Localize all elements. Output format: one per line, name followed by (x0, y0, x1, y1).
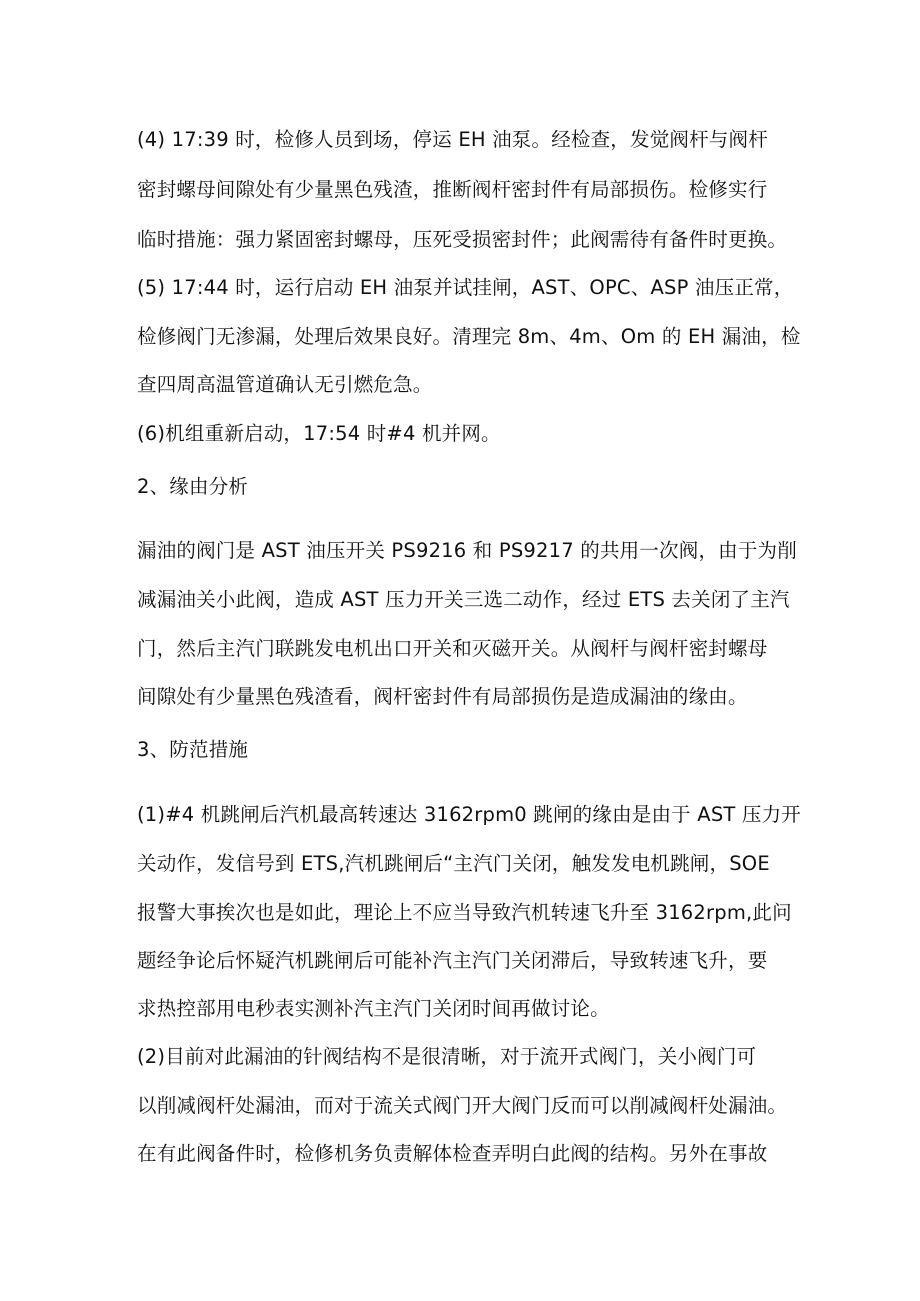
section-heading-preventive-measures: 3、防范措施 (137, 738, 249, 761)
measure-1-line-1: (1)#4 机跳闸后汽机最高转速达 3162rpm0 跳闸的缘由是由于 AST 压力开 (137, 803, 802, 826)
paragraph-4-line-3: 临时措施：强力紧固密封螺母，压死受损密封件；此阀需待有备件时更换。 (137, 228, 788, 251)
paragraph-5-line-3: 查四周高温管道确认无引燃危急。 (137, 373, 433, 396)
cause-analysis-line-2: 减漏油关小此阀，造成 AST 压力开关三选二动作，经过 ETS 去关闭了主汽 (137, 588, 790, 611)
measure-2-line-3: 在有此阀备件时，检修机务负责解体检查弄明白此阀的结构。另外在事故 (137, 1142, 768, 1165)
cause-analysis-line-4: 间隙处有少量黑色残渣看，阀杆密封件有局部损伤是造成漏油的缘由。 (137, 685, 748, 708)
paragraph-4-line-2: 密封螺母间隙处有少量黑色残渣，推断阀杆密封件有局部损伤。检修实行 (137, 178, 768, 201)
section-heading-cause-analysis: 2、缘由分析 (137, 475, 249, 498)
cause-analysis-line-3: 门，然后主汽门联跳发电机出口开关和灭磁开关。从阀杆与阀杆密封螺母 (137, 637, 768, 660)
paragraph-5-line-1: (5) 17:44 时，运行启动 EH 油泵并试挂闸，AST、OPC、ASP 油压正常， (137, 276, 794, 299)
measure-1-line-5: 求热控部用电秒表实测补汽主汽门关闭时间再做讨论。 (137, 997, 610, 1020)
measure-2-line-2: 以削减阀杆处漏油，而对于流关式阀门开大阀门反而可以削减阀杆处漏油。 (137, 1094, 788, 1117)
measure-2-line-1: (2)目前对此漏油的针阀结构不是很清晰，对于流开式阀门，关小阀门可 (137, 1045, 757, 1068)
measure-1-line-2: 关动作，发信号到 ETS,汽机跳闸后“主汽门关闭，触发发电机跳闸，SOE (137, 852, 770, 875)
cause-analysis-line-1: 漏油的阀门是 AST 油压开关 PS9216 和 PS9217 的共用一次阀，由于为削 (137, 539, 797, 562)
paragraph-5-line-2: 检修阀门无渗漏，处理后效果良好。清理完 8m、4m、Om 的 EH 漏油，检 (137, 325, 801, 348)
paragraph-4-line-1: (4) 17:39 时，检修人员到场，停运 EH 油泵。经检查，发觉阀杆与阀杆 (137, 128, 768, 151)
measure-1-line-4: 题经争论后怀疑汽机跳闸后可能补汽主汽门关闭滞后，导致转速飞升，要 (137, 949, 768, 972)
measure-1-line-3: 报警大事挨次也是如此，理论上不应当导致汽机转速飞升至 3162rpm,此问 (137, 901, 792, 924)
paragraph-6-line-1: (6)机组重新启动，17:54 时#4 机并网。 (137, 422, 501, 445)
